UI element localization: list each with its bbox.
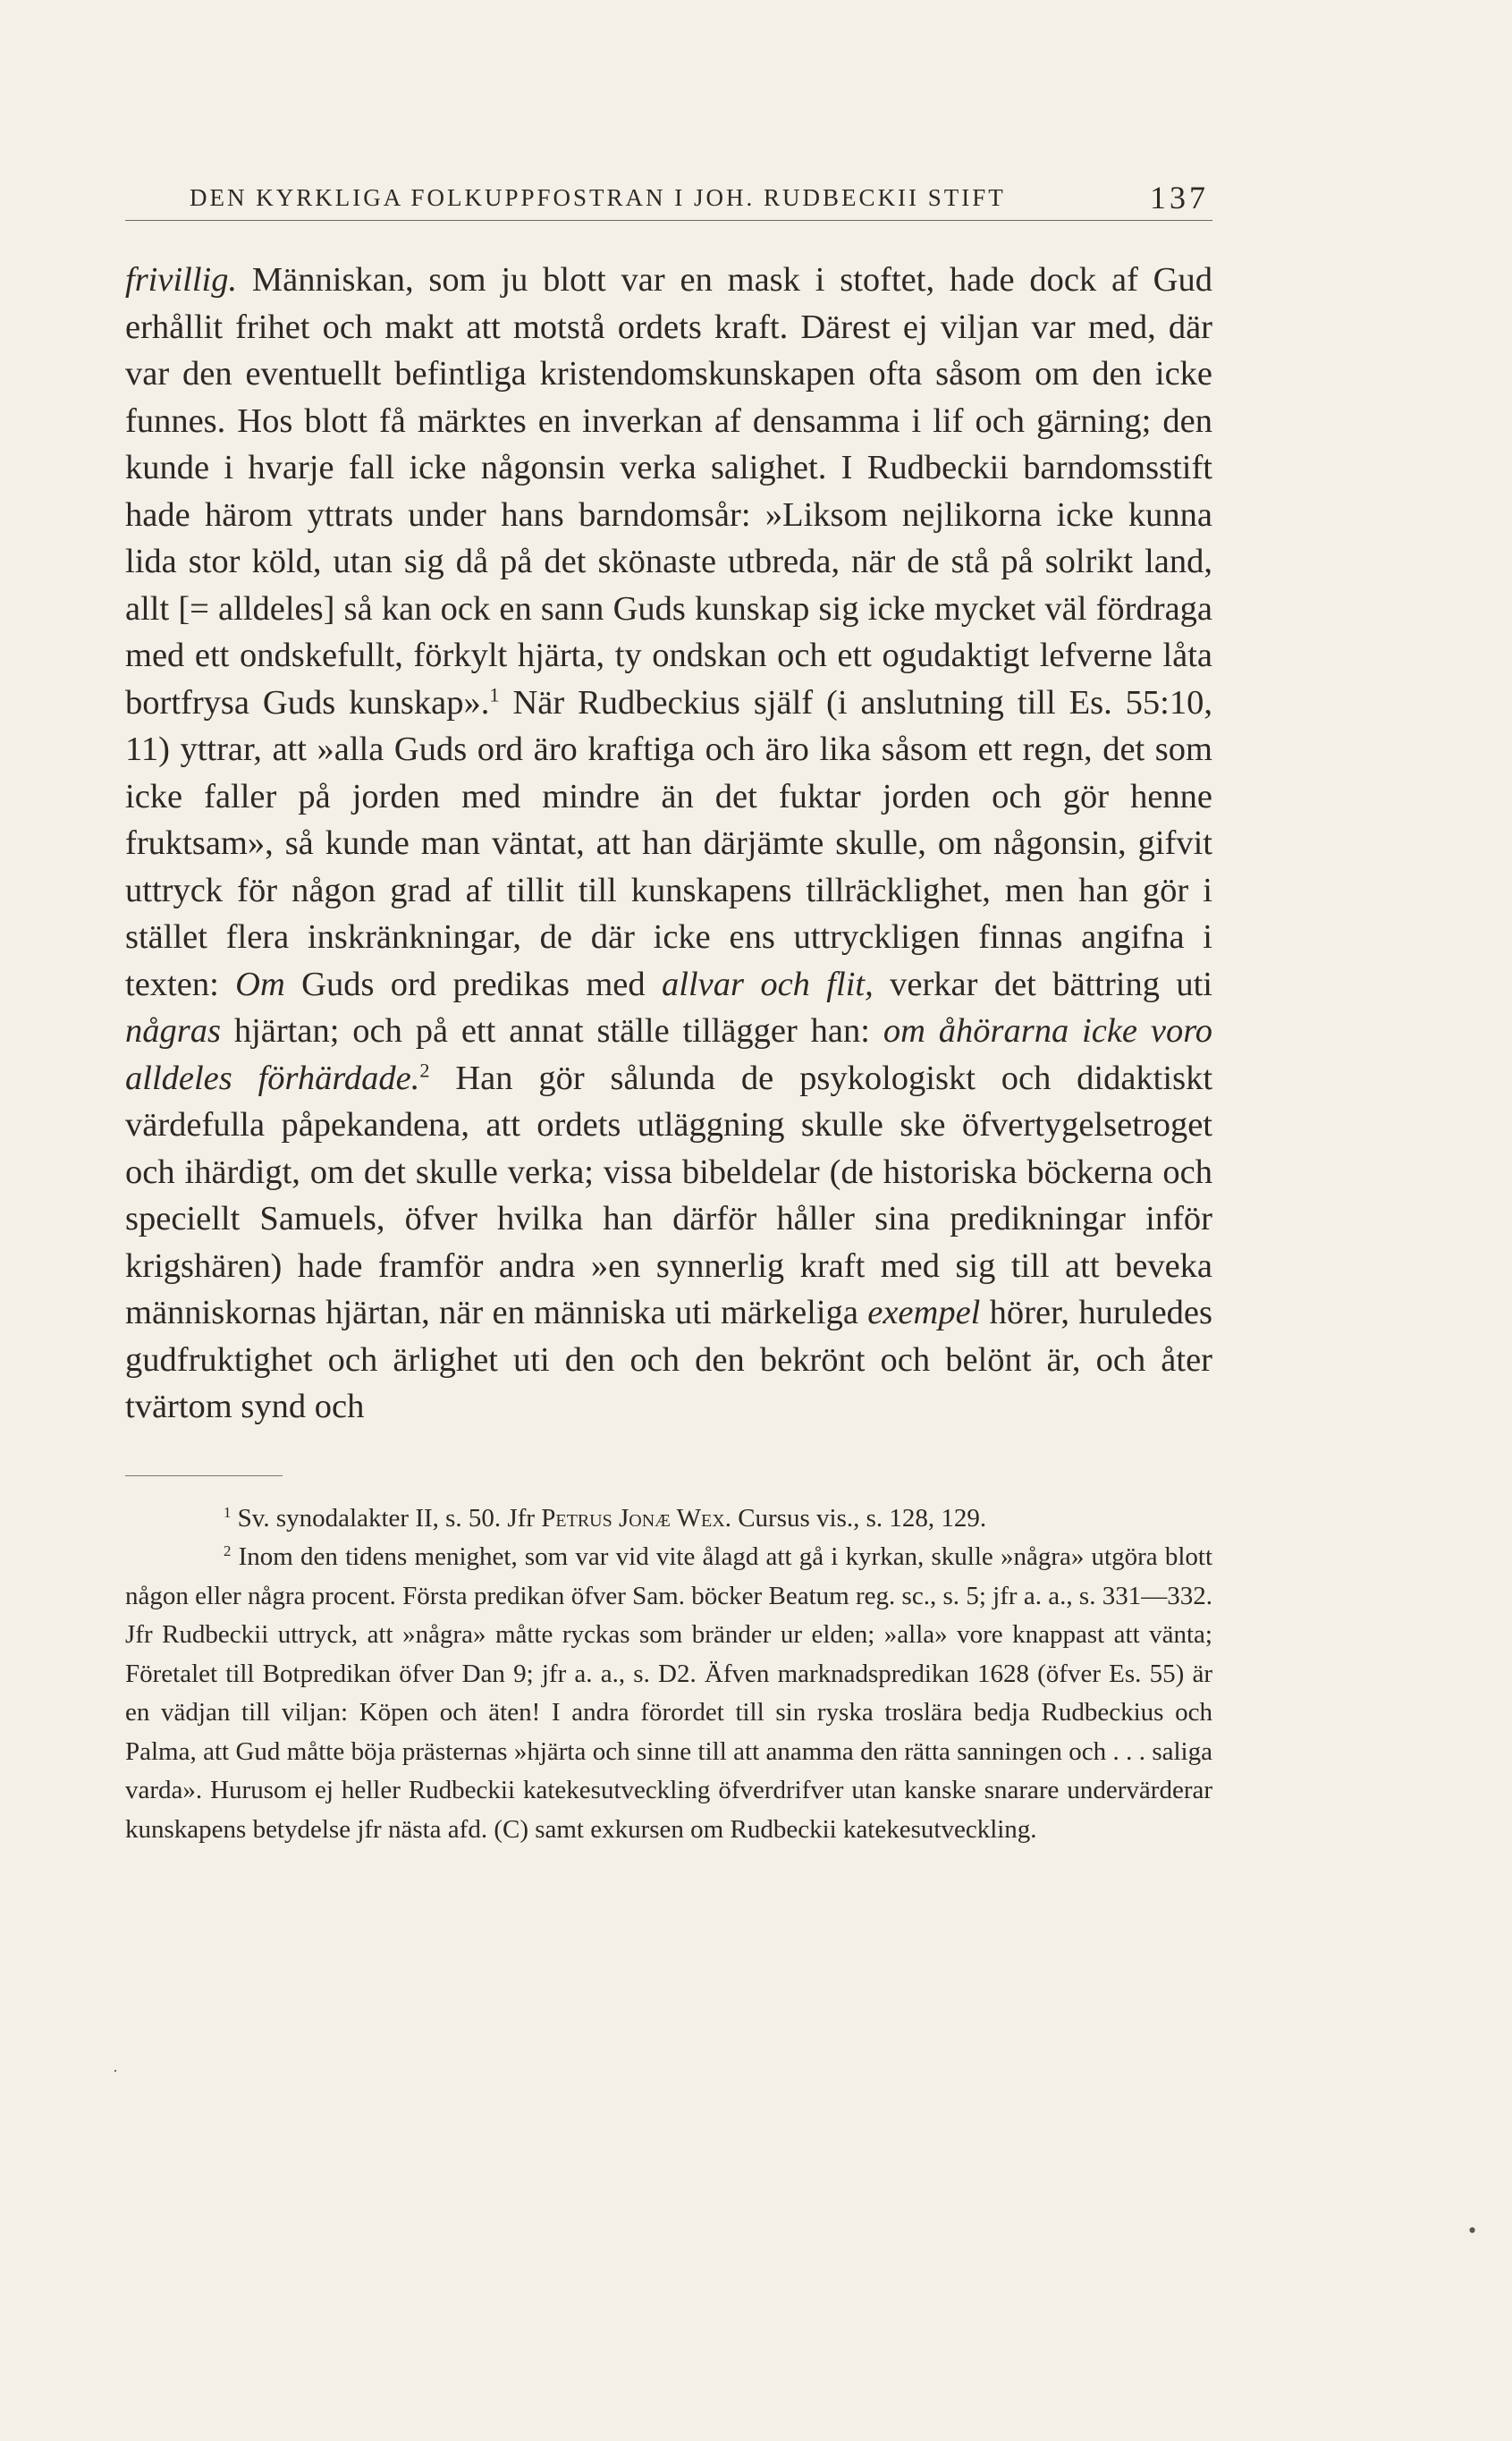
text-run: hjärtan; och på ett annat ställe tillägger han: bbox=[220, 1012, 883, 1050]
text-run: Guds ord predikas med bbox=[284, 965, 662, 1003]
italic-word: exempel bbox=[867, 1294, 981, 1331]
footnote-divider bbox=[125, 1475, 283, 1476]
italic-phrase: om åhörarna icke voro alldeles förhärdade. bbox=[125, 1012, 1213, 1097]
footnote-2 bbox=[125, 1538, 1212, 1849]
text-run: Han gör sålunda de psykologiskt och didaktiskt värdefulla påpekandena, att ordets utläggning skulle ske öfvertygelsetroget och ihärdigt, om det skulle verka; vissa bibeldelar (de historiska böckerna och speciellt Samuels, öfver hvilka han därför håller sina predikningar inför krigshären) hade framför andra »en synnerlig kraft med sig till att beveka människornas hjärtan, när en människa uti märkeliga bbox=[125, 1059, 1213, 1331]
body-paragraph bbox=[125, 257, 1212, 1431]
footnote-mark: 1 bbox=[224, 1503, 232, 1521]
italic-word: någras bbox=[125, 1012, 221, 1050]
running-head-title: DEN KYRKLIGA FOLKUPPFOSTRAN I JOH. RUDBECKII STIFT bbox=[190, 184, 1006, 211]
footnote-author: Petrus Jonæ Wex. bbox=[541, 1503, 731, 1533]
italic-word: frivillig. bbox=[125, 261, 238, 299]
text-run: hörer, huruledes gudfruktighet och ärlighet uti den och den bekrönt och belönt är, och åter tvärtom synd och bbox=[125, 1294, 1212, 1425]
footnote-1 bbox=[125, 1499, 1212, 1539]
page-number: 137 bbox=[1150, 180, 1209, 215]
text-run: verkar det bättring uti bbox=[873, 965, 1212, 1003]
footnote-mark: 2 bbox=[224, 1541, 232, 1559]
margin-mark-icon: • bbox=[1468, 2217, 1477, 2243]
text-run: När Rudbeckius själf (i anslutning till Es. 55:10, 11) yttrar, att »alla Guds ord äro kraftiga och äro lika såsom ett regn, det som icke faller på jorden med mindre än det fuktar jorden och gör henne fruktsam», så kunde man väntat, att han därjämte skulle, om någonsin, gifvit uttryck för någon grad af tillit till kunskapens tillräcklighet, men han gör i stället flera inskränkningar, de där icke ens uttryckligen finnas angifna i texten: bbox=[125, 683, 1212, 1003]
footnote-text: Inom den tidens menighet, som var vid vite ålagd att gå i kyrkan, skulle »några» utgöra blott någon eller några procent. Första predikan öfver Sam. böcker Beatum reg. sc., s. 5; jfr a. a., s. 331—332. Jfr Rudbeckii uttryck, att »några» måtte ryckas som bränder ur elden; »alla» vore knappast att vänta; Företalet till Botpredikan öfver Dan 9; jfr a. a., s. D2. Äfven marknadspredikan 1628 (öfver Es. 55) är en vädjan till viljan: Köpen och äten! I andra förordet till sin ryska troslära bedja Rudbeckius och Palma, att Gud måtte böja prästernas »hjärta och sinne till att anamma den rätta sanningen och . . . saliga varda». Hurusom ej heller Rudbeckii katekesutveckling öfverdrifver utan kanske snarare undervärderar kunskapens betydelse jfr nästa afd. (C) samt exkursen om Rudbeckii katekesutveckling. bbox=[125, 1542, 1212, 1844]
footnote-text: Sv. synodalakter II, s. 50. Jfr bbox=[231, 1503, 542, 1533]
running-head bbox=[125, 175, 1212, 221]
book-page bbox=[125, 175, 1212, 1849]
footnote-ref-1: 1 bbox=[489, 683, 500, 706]
text-run: Människan, som ju blott var en mask i stoftet, hade dock af Gud erhållit frihet och makt att motstå ordets kraft. Därest ej viljan var med, där var den eventuellt befintliga kristendomskunskapen ofta såsom om den icke funnes. Hos blott få märktes en inverkan af densamma i lif och gärning; den kunde i hvarje fall icke någonsin verka salighet. I Rudbeckii barndomsstift hade härom yttrats under hans barndomsår: »Liksom nejlikorna icke kunna lida stor köld, utan sig då på det skönaste utbreda, när de stå på solrikt land, allt [= alldeles] så kan ock en sann Guds kunskap sig icke mycket väl fördraga med ett ondskefullt, förkylt hjärta, ty ondskan och ett ogudaktigt lefverne låta bortfrysa Guds kunskap». bbox=[125, 261, 1212, 722]
margin-speck-icon: · bbox=[113, 2062, 118, 2080]
footnote-text: Cursus vis., s. 128, 129. bbox=[731, 1503, 987, 1533]
main-text bbox=[125, 257, 1212, 1431]
footnotes bbox=[125, 1499, 1212, 1850]
italic-phrase: allvar och flit, bbox=[662, 965, 874, 1003]
footnote-ref-2: 2 bbox=[419, 1059, 430, 1082]
italic-word: Om bbox=[235, 965, 285, 1003]
